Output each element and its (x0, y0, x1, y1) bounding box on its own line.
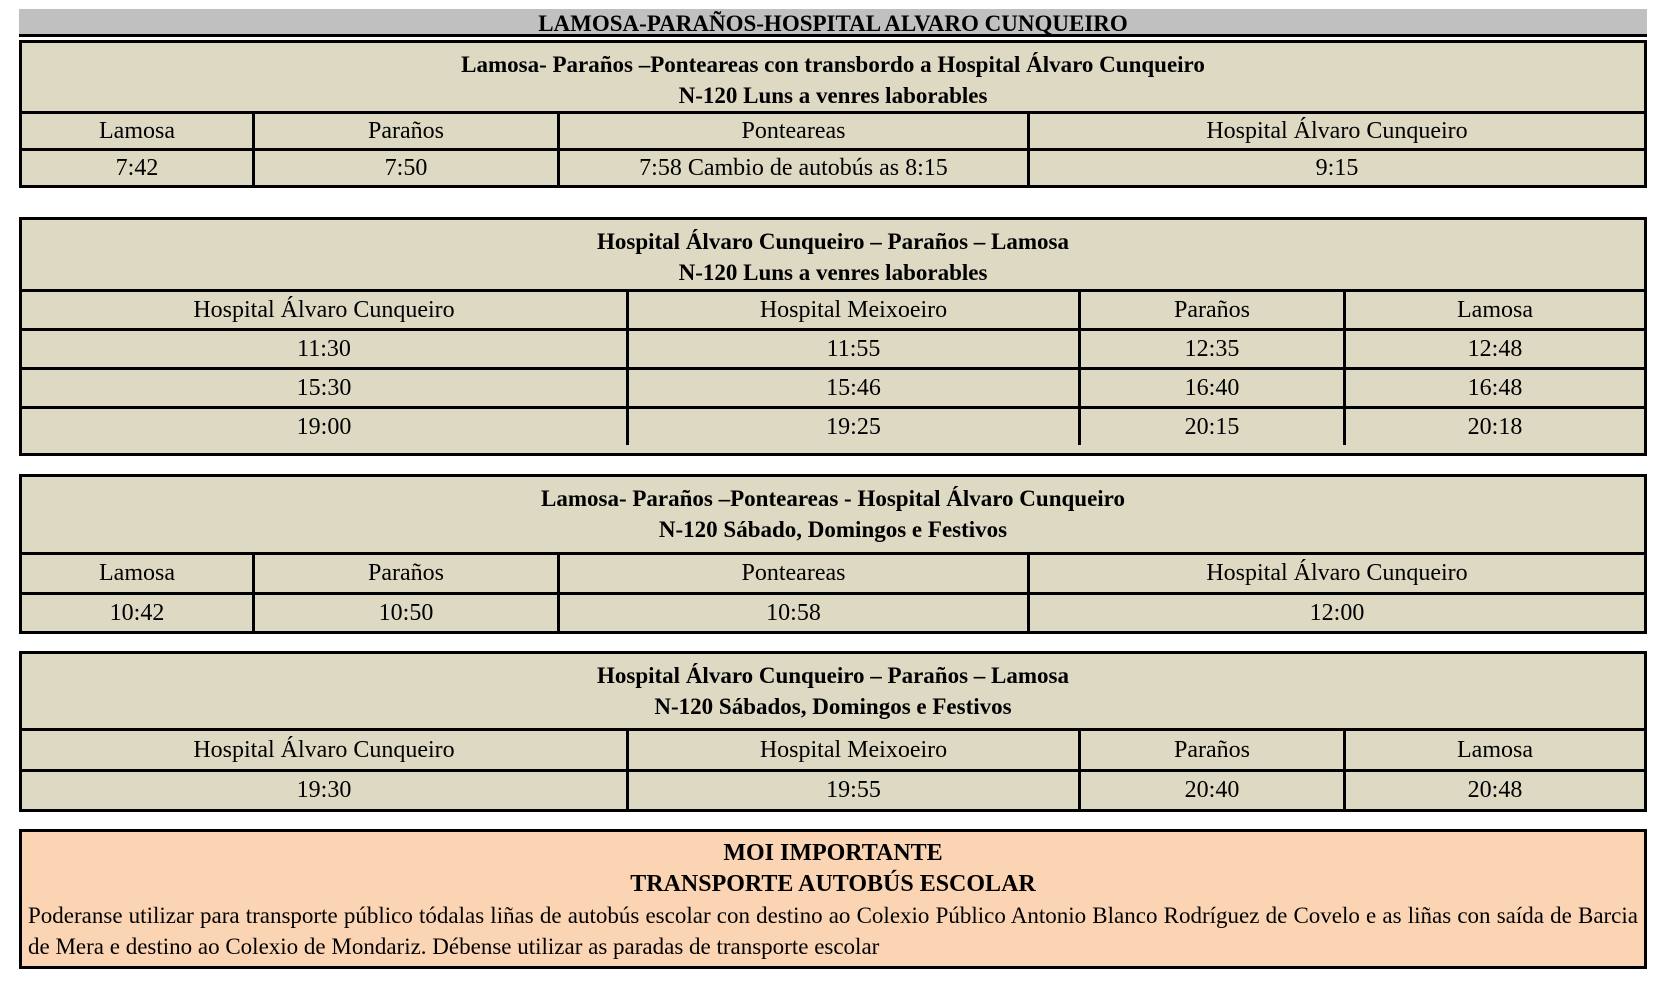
time-cell: 7:58 Cambio de autobús as 8:15 (557, 151, 1027, 185)
time-cell: 9:15 (1027, 151, 1644, 185)
time-cell: 11:30 (297, 335, 351, 362)
column-header-row (22, 555, 1644, 592)
time-cell: 16:40 (1078, 370, 1343, 406)
schedule-table-3 (19, 474, 1647, 634)
table-header (22, 43, 1644, 114)
table-row (22, 328, 1644, 367)
notice-subtitle: TRANSPORTE AUTOBÚS ESCOLAR (630, 871, 1036, 897)
time-cell: 10:42 (109, 599, 165, 626)
document-title: LAMOSA-PARAÑOS-HOSPITAL ALVARO CUNQUEIRO (19, 9, 1647, 37)
column-header: Paraños (1078, 292, 1343, 328)
schedule-table-2 (19, 217, 1647, 456)
table-row (22, 769, 1644, 809)
time-cell: 16:48 (1343, 370, 1644, 406)
notice-title: MOI IMPORTANTE (723, 840, 943, 866)
schedule-table-1 (19, 40, 1647, 188)
route-days: N-120 Sábados, Domingos e Festivos (654, 694, 1012, 719)
time-cell: 19:00 (296, 413, 352, 440)
table-row (22, 592, 1644, 631)
column-header: Hospital Álvaro Cunqueiro (1027, 555, 1644, 592)
column-header: Hospital Meixoeiro (626, 731, 1078, 769)
notice-text: Poderanse utilizar para transporte público tódalas liñas de autobús escolar con destino ao Colexio Público Antonio Blanco Rodríguez de Covelo e as liñas con saída de Barcia de Mera e destino ao Colexio de Mondariz. Débense utilizar as paradas de transporte escolar (28, 903, 1638, 959)
route-title: Lamosa- Paraños –Ponteareas con transbordo a Hospital Álvaro Cunqueiro (461, 52, 1205, 77)
time-cell: 20:18 (1343, 409, 1644, 445)
route-days: N-120 Luns a venres laborables (678, 260, 988, 285)
column-header: Ponteareas (557, 555, 1027, 592)
time-cell: 19:55 (626, 772, 1078, 809)
time-cell: 11:55 (626, 331, 1078, 367)
time-cell: 15:46 (626, 370, 1078, 406)
time-cell: 15:30 (296, 374, 352, 401)
important-notice (19, 829, 1647, 969)
time-cell: 20:40 (1078, 772, 1343, 809)
time-cell: 12:48 (1343, 331, 1644, 367)
time-cell: 10:58 (557, 595, 1027, 631)
time-cell: 20:15 (1078, 409, 1343, 445)
column-header: Paraños (252, 555, 557, 592)
table-header (22, 654, 1644, 731)
time-cell: 7:50 (252, 151, 557, 185)
schedule-table-4 (19, 651, 1647, 812)
route-days: N-120 Sábado, Domingos e Festivos (658, 517, 1008, 542)
route-title: Hospital Álvaro Cunqueiro – Paraños – Lamosa (597, 229, 1069, 254)
column-header: Paraños (252, 114, 557, 148)
time-cell: 10:50 (252, 595, 557, 631)
column-header: Hospital Álvaro Cunqueiro (193, 296, 455, 323)
column-header-row (22, 114, 1644, 148)
column-header: Ponteareas (557, 114, 1027, 148)
route-title: Lamosa- Paraños –Ponteareas - Hospital Álvaro Cunqueiro (541, 486, 1125, 511)
table-header (22, 477, 1644, 555)
table-header (22, 220, 1644, 292)
time-cell: 7:42 (115, 154, 159, 181)
column-header: Hospital Álvaro Cunqueiro (193, 736, 455, 763)
route-days: N-120 Luns a venres laborables (678, 83, 988, 108)
column-header: Hospital Álvaro Cunqueiro (1027, 114, 1644, 148)
column-header: Lamosa (99, 560, 175, 586)
column-header-row (22, 731, 1644, 769)
column-header: Paraños (1078, 731, 1343, 769)
time-cell: 12:35 (1078, 331, 1343, 367)
column-header-row (22, 292, 1644, 328)
column-header: Hospital Meixoeiro (626, 292, 1078, 328)
time-cell: 12:00 (1027, 595, 1644, 631)
table-row (22, 406, 1644, 445)
column-header: Lamosa (1343, 731, 1644, 769)
column-header: Lamosa (99, 117, 175, 144)
time-cell: 20:48 (1343, 772, 1644, 809)
time-cell: 19:25 (626, 409, 1078, 445)
column-header: Lamosa (1343, 292, 1644, 328)
table-row (22, 367, 1644, 406)
time-cell: 19:30 (296, 777, 352, 803)
route-title: Hospital Álvaro Cunqueiro – Paraños – Lamosa (597, 663, 1069, 688)
table-row (22, 148, 1644, 185)
